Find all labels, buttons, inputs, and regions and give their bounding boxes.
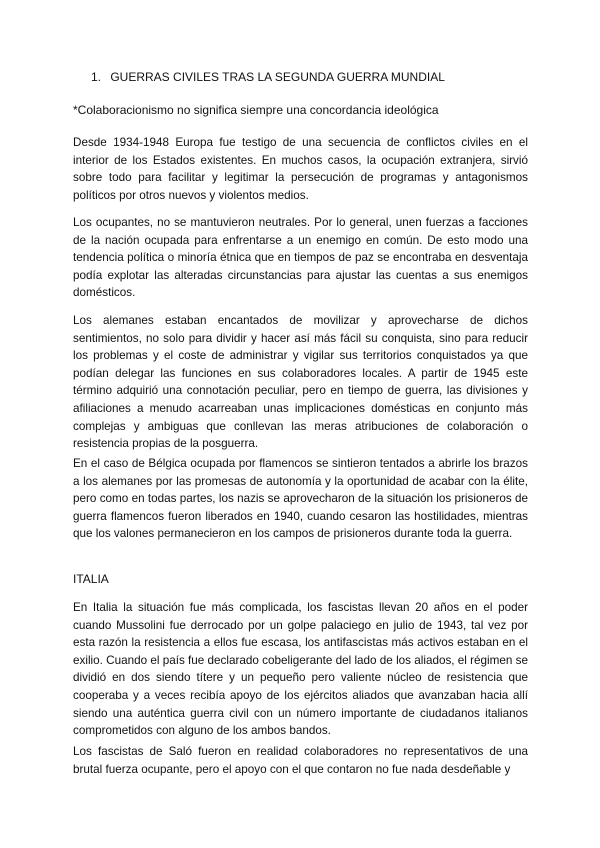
paragraph: Los fascistas de Saló fueron en realidad colaboradores no representativos de una brutal fuerza ocupante, pero el apoyo con el que contaron no fue nada desdeñable y (73, 745, 528, 776)
note-line: *Colaboracionismo no significa siempre una concordancia ideológica (73, 103, 439, 117)
paragraph: En Italia la situación fue más complicada, los fascistas llevan 20 años en el poder cuando Mussolini fue derrocado por un golpe palaciego en julio de 1943, tal vez por esta razón la resistencia a ellos fue escasa, los antifascistas más activos estaban en el exilio. Cuando el país fue declarado cobeligerante del lado de los aliados, el régimen se dividió en dos siendo títere y un pequeño pero valiente núcleo de resistencia que cooperaba y a veces recibía apoyo de los ejércitos aliados que avanzaban hacia allí siendo una auténtica guerra civil con un número importante de ciudadanos italianos comprometidos con alguno de los ambos bandos. (73, 601, 528, 738)
paragraph: En el caso de Bélgica ocupada por flamencos se sintieron tentados a abrirle los brazos a los alemanes por las promesas de autonomía y la oportunidad de acabar con la élite, pero como en todas partes, los nazis se aprovecharon de la situación los prisioneros de guerra flamencos fueron liberados en 1940, cuando cesaron las hostilidades, mientras que los valones permanecieron en los campos de prisioneros durante toda la guerra. (73, 457, 528, 541)
section-heading (91, 70, 445, 84)
section-title-italia: ITALIA (73, 572, 109, 586)
paragraph: Los alemanes estaban encantados de movilizar y aprovecharse de dichos sentimientos, no solo para dividir y hacer así más fácil su conquista, sino para reducir los problemas y el coste de administrar y vigilar sus territorios conquistados ya que podían delegar las funciones en sus colaboradores locales. A partir de 1945 este término adquirió una connotación peculiar, pero en tiempo de guerra, las divisiones y afiliaciones a menudo acarreaban unas implicaciones domésticas en conjunto más complejas y ambiguas que conllevan las meras atribuciones de colaboración o resistencia propias de la posguerra. (73, 314, 528, 451)
heading-number: 1. (91, 70, 102, 84)
paragraph: Desde 1934-1948 Europa fue testigo de una secuencia de conflictos civiles en el interior de los Estados existentes. En muchos casos, la ocupación extranjera, sirvió sobre todo para facilitar y legitimar la persecución de programas y antagonismos políticos por otros nuevos y violentos medios. (73, 136, 528, 202)
heading-title: GUERRAS CIVILES TRAS LA SEGUNDA GUERRA MUNDIAL (110, 70, 445, 84)
paragraph: Los ocupantes, no se mantuvieron neutrales. Por lo general, unen fuerzas a facciones de la nación ocupada para enfrentarse a un enemigo en común. De esto modo una tendencia política o minoría étnica que en tiempos de paz se encontraba en desventaja podía explotar las alteradas circunstancias para ajustar las cuentas a sus enemigos domésticos. (73, 216, 528, 300)
